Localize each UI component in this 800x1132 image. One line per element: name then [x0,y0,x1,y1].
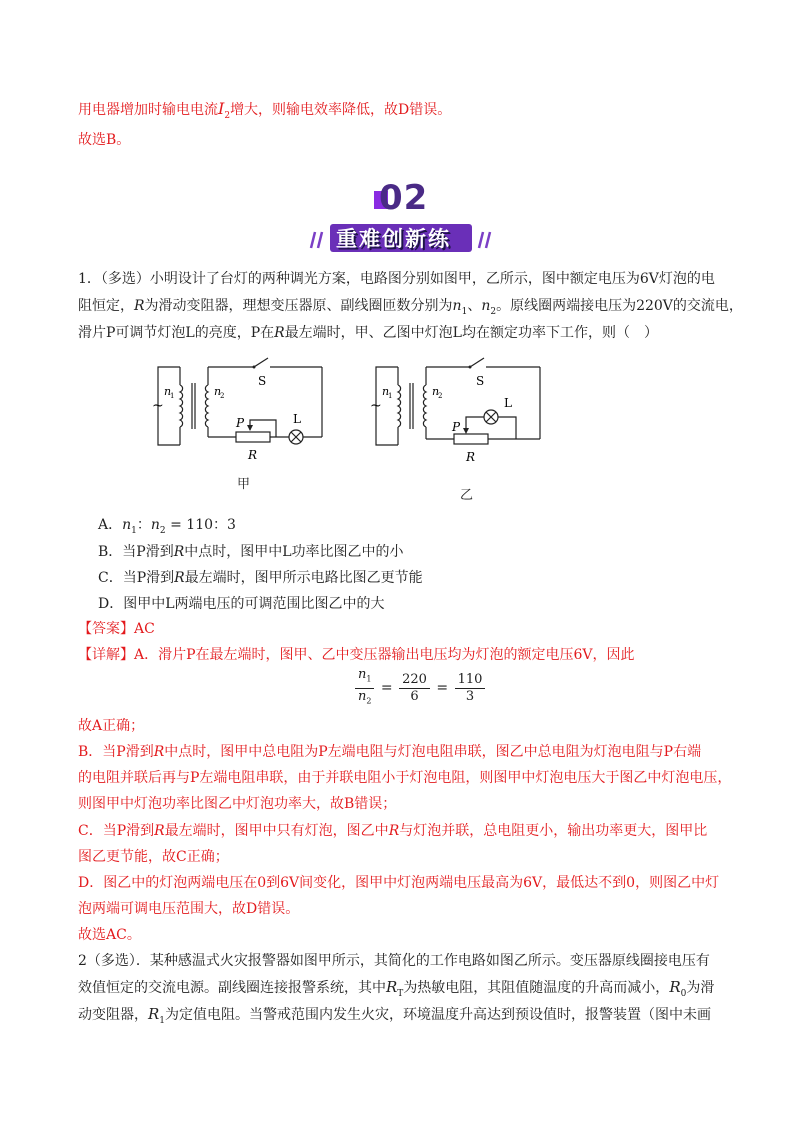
svg-text:R: R [248,448,258,462]
detail-choose: 故选AC。 [78,927,141,943]
top-line-2: 故选B。 [78,132,131,148]
q1-line-2: 阻恒定，R为滑动变阻器，理想变压器原、副线圈匝数分别为$n_1$、$n_2$。原线圈两端接电压为220V的交流电， [78,298,743,317]
svg-text:2: 2 [220,392,225,400]
ratio-equation: $\frac{n_1}{n_2}$ = $\frac{220}{6}$ = $\frac{110}{3}$ [355,667,485,709]
svg-text:P: P [452,420,461,434]
svg-text:S: S [476,374,485,388]
detail-a-ok: 故A正确； [78,718,145,734]
option-c: C．当P滑到R最左端时，图甲所示电路比图乙更节能 [98,570,423,586]
option-d: D．图甲中L两端电压的可调范围比图乙中的大 [98,596,385,612]
svg-text:n: n [164,385,172,398]
answer-line: 【答案】AC [78,621,155,637]
svg-text:1: 1 [388,392,393,400]
detail-d-1: D．图乙中的灯泡两端电压在0到6V间变化，图甲中灯泡两端电压最高为6V，最低达不到0，则图乙中灯 [78,875,720,891]
q1-line-1: 1．（多选）小明设计了台灯的两种调光方案，电路图分别如图甲，乙所示，图中额定电压为6V灯泡的电 [78,271,715,287]
option-b: B．当P滑到R中点时，图甲中L功率比图乙中的小 [98,544,404,560]
svg-text:n: n [214,385,222,398]
svg-text:n: n [382,385,390,398]
q2-line-2: 效值恒定的交流电源。副线圈连接报警系统，其中$R_T$为热敏电阻，其阻值随温度的升高而减小，$R_0$为滑 [78,978,715,999]
svg-text:n: n [432,385,440,398]
svg-text:L: L [504,396,512,410]
q2-line-3: 动变阻器，$R_1$为定值电阻。当警戒范围内发生火灾，环境温度升高达到预设值时，报警装置（图中未画 [78,1005,712,1026]
section-title: 重难创新练 [336,227,451,251]
figure-caption-yi: 乙 [460,488,474,503]
svg-text:R: R [466,450,476,464]
svg-text:S: S [258,374,267,388]
circuit-figure-yi [368,355,548,465]
svg-text:P: P [236,416,245,430]
detail-c-1: C．当P滑到R最左端时，图甲中只有灯泡，图乙中R与灯泡并联，总电阻更小，输出功率更大，图甲比 [78,823,708,839]
section-number: 02 [379,178,429,218]
banner-slash-right [476,228,494,250]
figure-caption-jia: 甲 [237,477,251,492]
option-a: A．$n_1$：$n_2 = 110$：3 [98,517,236,536]
banner-slash-left [308,228,326,250]
svg-text:1: 1 [170,392,175,400]
detail-line-1: 【详解】A．滑片P在最左端时，图甲、乙中变压器输出电压均为灯泡的额定电压6V，因此 [78,647,635,663]
svg-text:~: ~ [370,398,382,414]
svg-text:2: 2 [438,392,443,400]
q1-line-3: 滑片P可调节灯泡L的亮度，P在R最左端时，甲、乙图中灯泡L均在额定功率下工作，则（ ） [78,325,658,341]
q2-line-1: 2（多选）．某种感温式火灾报警器如图甲所示，其简化的工作电路如图乙所示。变压器原线圈接电压有 [78,953,710,969]
svg-text:~: ~ [152,398,164,414]
detail-c-2: 图乙更节能，故C正确； [78,849,229,865]
svg-text:L: L [293,412,301,426]
detail-b-2: 的电阻并联后再与P左端电阻串联，由于并联电阻小于灯泡电阻，则图甲中灯泡电压大于图乙中灯泡电压， [78,770,732,786]
detail-d-2: 泡两端可调电压范围大，故D错误。 [78,901,300,917]
detail-b-1: B．当P滑到R中点时，图甲中总电阻为P左端电阻与灯泡电阻串联，图乙中总电阻为灯泡电阻与P右端 [78,744,702,760]
detail-b-3: 则图甲中灯泡功率比图乙中灯泡功率大，故B错误； [78,796,397,812]
circuit-figure-jia [150,355,330,465]
top-line-1: 用电器增加时输电电流$I_2$增大，则输电效率降低，故D错误。 [78,99,452,121]
